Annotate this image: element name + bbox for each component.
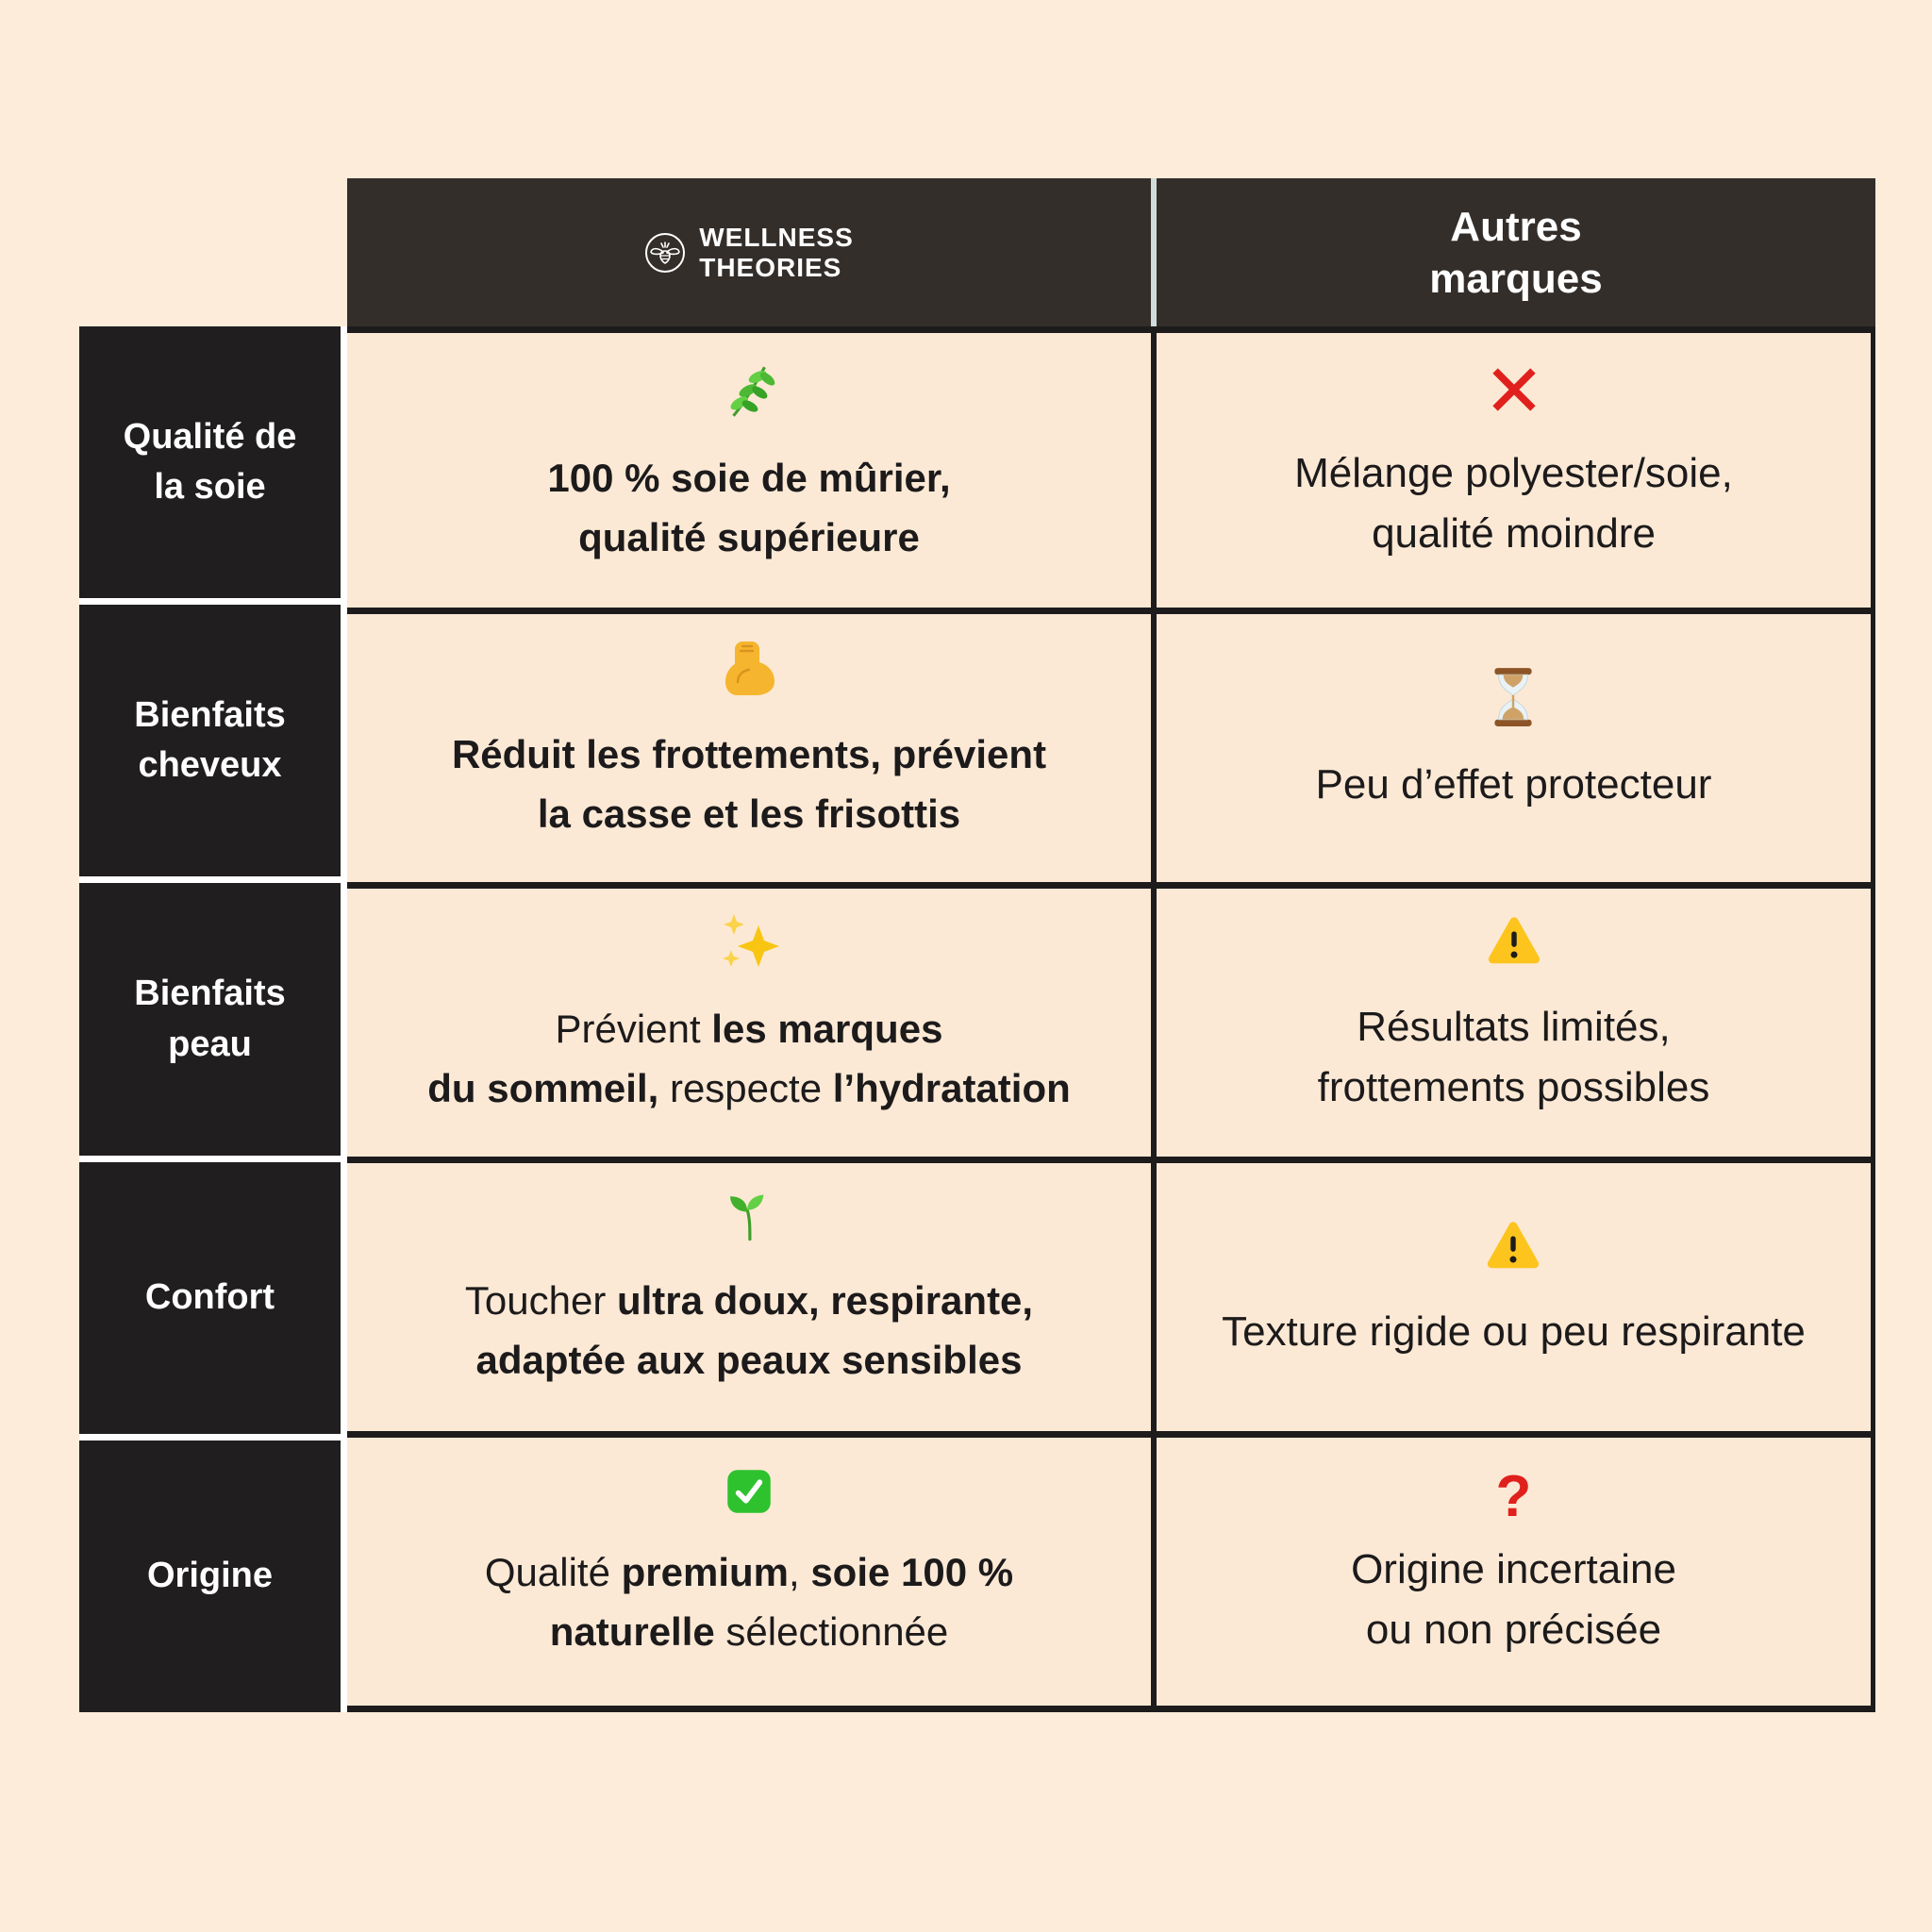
- other-claim-text: Origine incertaine ou non précisée: [1351, 1546, 1676, 1653]
- cell-content: [485, 1467, 1013, 1661]
- cell-content: [547, 359, 950, 567]
- row-label-origine: Origine: [79, 1441, 341, 1712]
- other-cell-confort: [1151, 1157, 1871, 1431]
- flexed-biceps-icon: [719, 638, 779, 698]
- sparkles-icon: [719, 912, 779, 973]
- cell-content: [452, 638, 1046, 843]
- other-cell-peau: [1151, 882, 1871, 1157]
- cell-content: [1351, 1464, 1676, 1660]
- cell-content: [1222, 1217, 1806, 1362]
- cross-mark-icon: [1487, 362, 1541, 417]
- brand-logo-text: [699, 223, 854, 282]
- brand-cell-origine: [347, 1431, 1151, 1706]
- brand-header-cell: [347, 178, 1151, 326]
- brand-logo: [644, 223, 854, 282]
- cell-content: [1318, 912, 1710, 1118]
- other-cell-cheveux: [1151, 608, 1871, 882]
- brand-cell-peau: [347, 882, 1151, 1157]
- row-label-bienfaits-cheveux: Bienfaits cheveux: [79, 605, 341, 876]
- row-label-bienfaits-peau: Bienfaits peau: [79, 883, 341, 1155]
- competitor-header-cell: Autres marques: [1151, 178, 1875, 326]
- comparison-grid: [347, 326, 1875, 1712]
- row-label-qualite-soie: Qualité de la soie: [79, 326, 341, 598]
- brand-cell-confort: [347, 1157, 1151, 1431]
- warning-icon: [1485, 912, 1543, 971]
- cell-content: [1316, 666, 1712, 815]
- other-claim-text: Mélange polyester/soie, qualité moindre: [1294, 449, 1733, 557]
- brand-name-line2: THEORIES: [699, 252, 842, 282]
- cell-content: [465, 1190, 1033, 1390]
- row-label-column: [79, 326, 347, 1712]
- herb-icon: [718, 359, 780, 422]
- other-claim-text: Résultats limités, frottements possibles: [1317, 1004, 1710, 1110]
- brand-claim-text: Toucher ultra doux, respirante, adaptée aux peaux sensibles: [464, 1278, 1034, 1382]
- other-claim-text: Texture rigide ou peu respirante: [1222, 1308, 1806, 1356]
- other-cell-origine: [1151, 1431, 1871, 1706]
- cell-content: [1294, 362, 1733, 564]
- brand-claim-text: 100 % soie de mûrier, qualité supérieure: [547, 455, 951, 559]
- bee-logo-icon: [644, 232, 686, 274]
- other-claim-text: Peu d’effet protecteur: [1315, 761, 1712, 808]
- brand-claim-text: Qualité premium, soie 100 % naturelle sélectionnée: [484, 1550, 1014, 1654]
- brand-claim-text: Réduit les frottements, prévient la casse et les frisottis: [451, 732, 1047, 836]
- check-mark-icon: [724, 1467, 774, 1516]
- row-label-confort: Confort: [79, 1162, 341, 1434]
- other-cell-qualite: [1151, 333, 1871, 608]
- table-header: [347, 178, 1875, 326]
- brand-cell-cheveux: [347, 608, 1151, 882]
- hourglass-icon: [1482, 666, 1544, 728]
- brand-claim-text: Prévient les marques du sommeil, respecte l’hydratation: [427, 1007, 1071, 1110]
- brand-cell-qualite: [347, 333, 1151, 608]
- warning-icon: [1484, 1217, 1542, 1275]
- seedling-icon: [722, 1190, 776, 1244]
- brand-name-line1: WELLNESS: [699, 223, 854, 253]
- cell-content: [427, 912, 1071, 1118]
- question-mark-icon: ?: [1495, 1464, 1532, 1530]
